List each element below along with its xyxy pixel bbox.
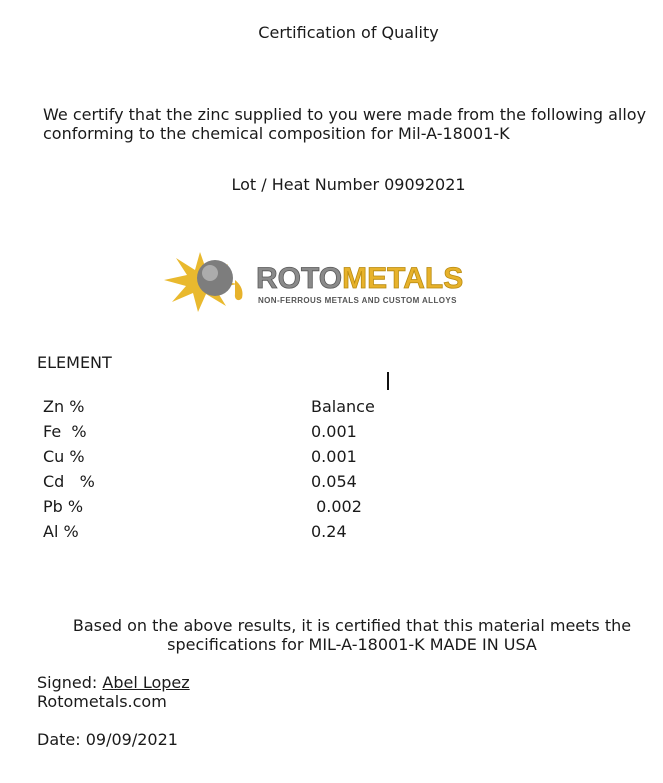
element-value: 0.24 [311,522,347,541]
text-cursor [387,372,389,390]
certification-statement-line-1: We certify that the zinc supplied to you were made from the following alloy [43,105,647,124]
certification-statement-line-2: conforming to the chemical composition for Mil-A-18001-K [43,124,510,143]
gold-drip-icon [235,280,243,300]
element-value: 0.001 [311,447,357,466]
conclusion-statement [52,616,652,654]
element-symbol: Pb % [43,497,84,516]
logo-wordmark-metals: METALS [342,262,464,295]
company-name: Rotometals.com [37,692,167,711]
element-symbol: Fe % [43,422,87,441]
element-value: 0.054 [311,472,357,491]
document-title: Certification of Quality [258,23,439,42]
signed-label: Signed: [37,673,103,692]
certification-date: Date: 09/09/2021 [37,730,178,749]
element-symbol: Cu % [43,447,85,466]
logo-tagline: NON-FERROUS METALS AND CUSTOM ALLOYS [258,296,457,305]
element-symbol: Cd % [43,472,95,491]
conclusion-line-1: Based on the above results, it is certified that this material meets the [72,616,632,635]
element-value: 0.001 [311,422,357,441]
logo-wordmark-roto: ROTO [256,262,343,295]
element-heading: ELEMENT [37,353,112,372]
rotometals-logo [160,250,545,312]
lot-heat-number: Lot / Heat Number 09092021 [231,175,466,194]
rotometals-logo-graphic [160,250,545,312]
signature-line [37,673,190,692]
element-symbol: Zn % [43,397,85,416]
element-value: Balance [311,397,375,416]
certification-statement [43,105,663,143]
conclusion-line-2: specifications for MIL-A-18001-K MADE IN USA [167,635,537,654]
element-symbol: Al % [43,522,79,541]
signer-name: Abel Lopez [102,673,190,692]
element-value: 0.002 [311,497,362,516]
